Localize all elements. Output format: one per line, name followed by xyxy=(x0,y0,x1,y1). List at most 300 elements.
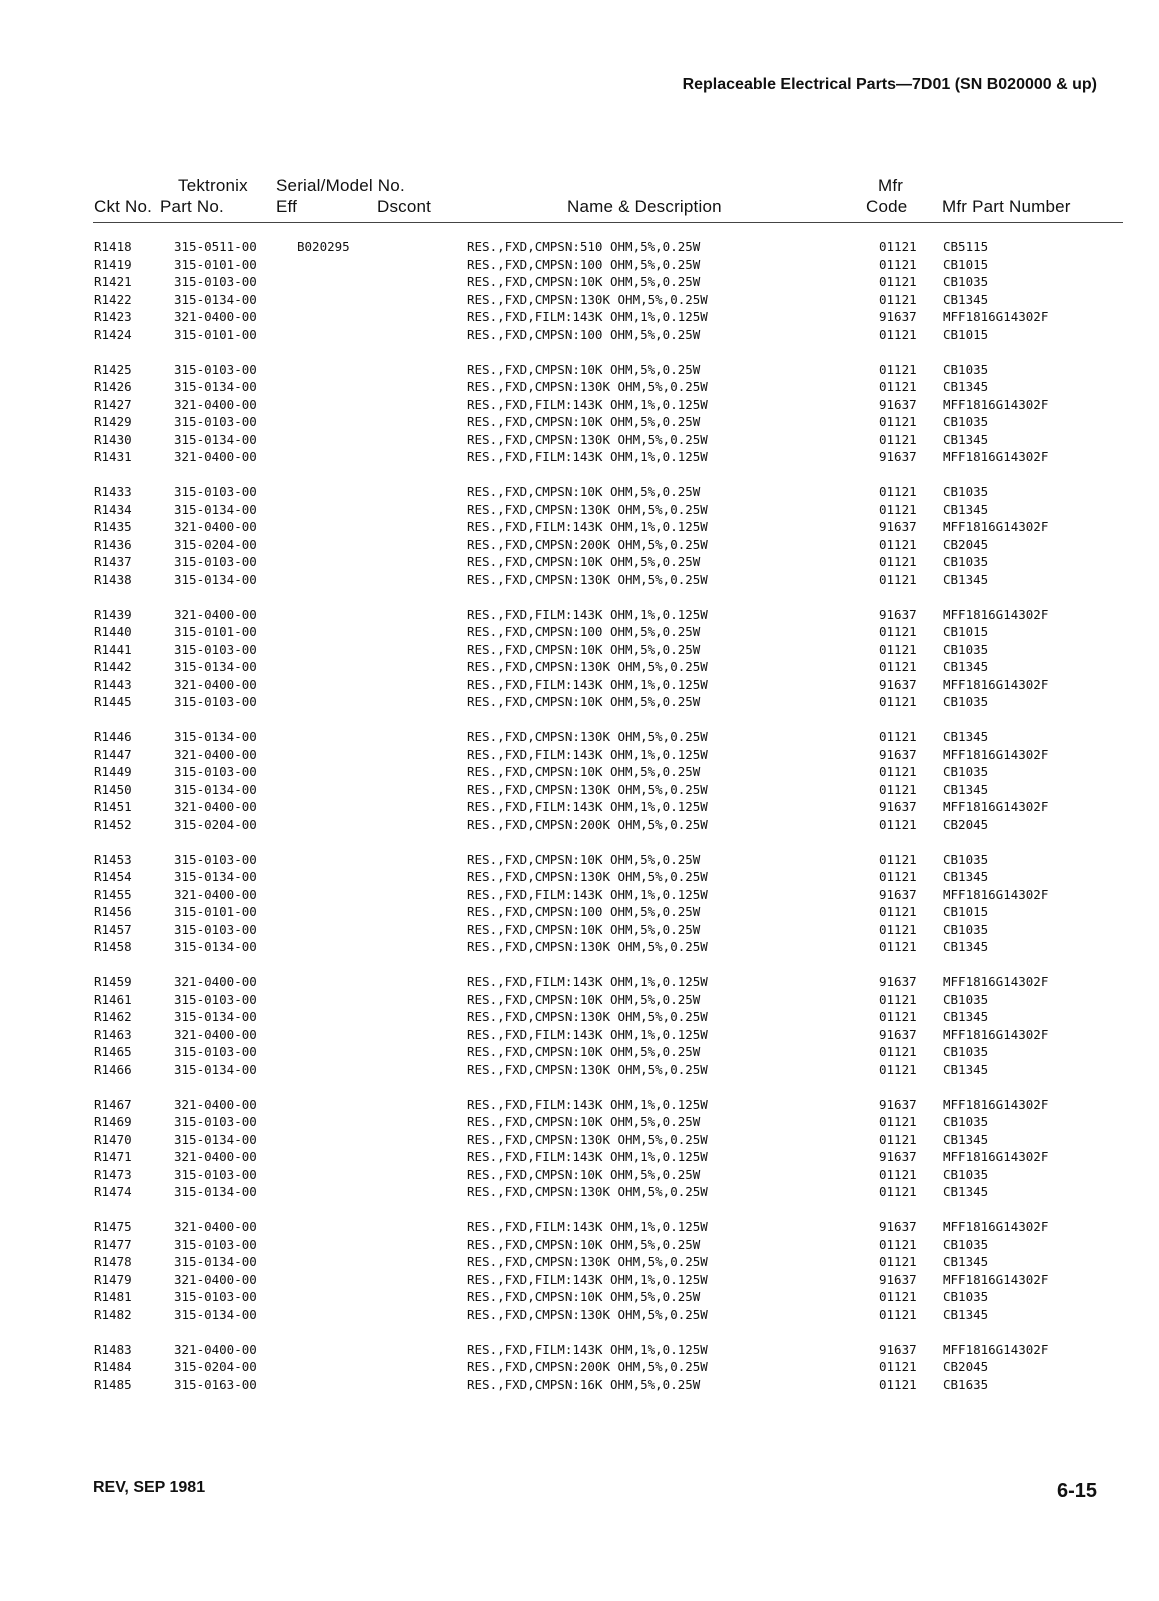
ckt-no: R1450 xyxy=(94,781,132,797)
mfr-code: 01121 xyxy=(879,1236,917,1252)
description: RES.,FXD,CMPSN:10K OHM,5%,0.25W xyxy=(467,694,701,709)
ckt-no: R1421 xyxy=(94,274,132,289)
part-no: 315-0134-00 xyxy=(174,729,257,744)
mfr-part-number: CB1015 xyxy=(943,326,989,342)
description: RES.,FXD,FILM:143K OHM,1%,0.125W xyxy=(467,1271,708,1287)
description: RES.,FXD,FILM:143K OHM,1%,0.125W xyxy=(467,396,708,412)
description: RES.,FXD,CMPSN:10K OHM,5%,0.25W xyxy=(467,361,701,377)
footer-revision: REV, SEP 1981 xyxy=(93,1479,206,1496)
mfr-part-number: MFF1816G14302F xyxy=(943,1219,1049,1234)
mfr-code: 01121 xyxy=(879,1131,917,1147)
part-no: 315-0134-00 xyxy=(174,1131,257,1147)
parts-group xyxy=(0,483,1159,588)
part-no: 315-0204-00 xyxy=(174,536,257,552)
description: RES.,FXD,CMPSN:130K OHM,5%,0.25W xyxy=(467,869,708,884)
description: RES.,FXD,FILM:143K OHM,1%,0.125W xyxy=(467,676,708,692)
mfr-part-number: CB1345 xyxy=(943,291,989,307)
mfr-part-number: MFF1816G14302F xyxy=(943,1026,1049,1042)
ckt-no: R1474 xyxy=(94,1184,132,1199)
mfr-part-number: MFF1816G14302F xyxy=(943,1341,1049,1357)
mfr-part-number: CB1345 xyxy=(943,1131,989,1147)
ckt-no: R1446 xyxy=(94,729,132,744)
part-no: 315-0134-00 xyxy=(174,1306,257,1322)
mfr-part-number: MFF1816G14302F xyxy=(943,1096,1049,1112)
description: RES.,FXD,FILM:143K OHM,1%,0.125W xyxy=(467,746,708,762)
mfr-code: 91637 xyxy=(879,1096,917,1112)
mfr-code: 01121 xyxy=(879,431,917,447)
table-row xyxy=(0,1341,1159,1359)
description: RES.,FXD,FILM:143K OHM,1%,0.125W xyxy=(467,1026,708,1042)
col-serial-model-label: Serial/Model No. xyxy=(276,176,405,195)
mfr-part-number: CB1345 xyxy=(943,1009,989,1024)
mfr-part-number: MFF1816G14302F xyxy=(943,746,1049,762)
table-row xyxy=(0,1113,1159,1131)
description: RES.,FXD,FILM:143K OHM,1%,0.125W xyxy=(467,974,708,989)
ckt-no: R1438 xyxy=(94,571,132,587)
mfr-part-number: MFF1816G14302F xyxy=(943,396,1049,412)
mfr-part-number: CB1345 xyxy=(943,939,989,954)
mfr-code: 91637 xyxy=(879,309,917,324)
table-row xyxy=(0,763,1159,781)
table-row xyxy=(0,413,1159,431)
table-row xyxy=(0,693,1159,711)
table-row xyxy=(0,1306,1159,1324)
mfr-code: 91637 xyxy=(879,676,917,692)
description: RES.,FXD,CMPSN:100 OHM,5%,0.25W xyxy=(467,326,701,342)
page-header-title: Replaceable Electrical Parts—7D01 (SN B020000 & up) xyxy=(682,76,1097,93)
part-no: 315-0134-00 xyxy=(174,781,257,797)
mfr-code: 01121 xyxy=(879,624,917,639)
mfr-code: 01121 xyxy=(879,939,917,954)
table-row xyxy=(0,326,1159,344)
ckt-no: R1418 xyxy=(94,239,132,254)
description: RES.,FXD,FILM:143K OHM,1%,0.125W xyxy=(467,1149,708,1164)
ckt-no: R1473 xyxy=(94,1166,132,1182)
ckt-no: R1439 xyxy=(94,606,132,622)
mfr-code: 01121 xyxy=(879,694,917,709)
table-row xyxy=(0,448,1159,466)
ckt-no: R1441 xyxy=(94,641,132,657)
header-divider xyxy=(93,222,1123,223)
part-no: 321-0400-00 xyxy=(174,799,257,814)
mfr-code: 91637 xyxy=(879,886,917,902)
description: RES.,FXD,CMPSN:130K OHM,5%,0.25W xyxy=(467,1131,708,1147)
mfr-part-number: CB1035 xyxy=(943,921,989,937)
table-row xyxy=(0,1271,1159,1289)
mfr-part-number: CB2045 xyxy=(943,536,989,552)
part-no: 315-0101-00 xyxy=(174,326,257,342)
part-no: 315-0103-00 xyxy=(174,641,257,657)
description: RES.,FXD,CMPSN:100 OHM,5%,0.25W xyxy=(467,256,701,272)
mfr-part-number: CB1035 xyxy=(943,764,989,779)
description: RES.,FXD,CMPSN:10K OHM,5%,0.25W xyxy=(467,1044,701,1059)
mfr-code: 01121 xyxy=(879,1254,917,1269)
ckt-no: R1466 xyxy=(94,1061,132,1077)
ckt-no: R1422 xyxy=(94,291,132,307)
ckt-no: R1463 xyxy=(94,1026,132,1042)
mfr-code: 01121 xyxy=(879,361,917,377)
mfr-code: 01121 xyxy=(879,501,917,517)
mfr-part-number: CB1035 xyxy=(943,414,989,429)
description: RES.,FXD,CMPSN:200K OHM,5%,0.25W xyxy=(467,816,708,832)
ckt-no: R1419 xyxy=(94,256,132,272)
description: RES.,FXD,FILM:143K OHM,1%,0.125W xyxy=(467,309,708,324)
mfr-part-number: CB1035 xyxy=(943,484,989,499)
page-number: 6-15 xyxy=(1056,1480,1097,1502)
part-no: 315-0103-00 xyxy=(174,851,257,867)
parts-group xyxy=(0,851,1159,956)
mfr-code: 01121 xyxy=(879,1166,917,1182)
table-row xyxy=(0,1358,1159,1376)
description: RES.,FXD,CMPSN:510 OHM,5%,0.25W xyxy=(467,239,701,254)
mfr-part-number: CB1035 xyxy=(943,274,989,289)
part-no: 315-0103-00 xyxy=(174,1166,257,1182)
description: RES.,FXD,FILM:143K OHM,1%,0.125W xyxy=(467,1219,708,1234)
mfr-part-number: CB1345 xyxy=(943,501,989,517)
mfr-code: 01121 xyxy=(879,729,917,744)
mfr-part-number: CB1035 xyxy=(943,1236,989,1252)
description: RES.,FXD,CMPSN:130K OHM,5%,0.25W xyxy=(467,501,708,517)
ckt-no: R1424 xyxy=(94,326,132,342)
table-row xyxy=(0,623,1159,641)
part-no: 321-0400-00 xyxy=(174,1341,257,1357)
mfr-code: 01121 xyxy=(879,1044,917,1059)
ckt-no: R1455 xyxy=(94,886,132,902)
table-row xyxy=(0,308,1159,326)
table-row xyxy=(0,1008,1159,1026)
table-row xyxy=(0,1236,1159,1254)
part-no: 321-0400-00 xyxy=(174,1219,257,1234)
description: RES.,FXD,CMPSN:10K OHM,5%,0.25W xyxy=(467,851,701,867)
table-row xyxy=(0,641,1159,659)
ckt-no: R1479 xyxy=(94,1271,132,1287)
table-row xyxy=(0,1253,1159,1271)
parts-group xyxy=(0,1341,1159,1394)
ckt-no: R1431 xyxy=(94,449,132,464)
ckt-no: R1440 xyxy=(94,624,132,639)
part-no: 315-0134-00 xyxy=(174,1184,257,1199)
mfr-code: 01121 xyxy=(879,1306,917,1322)
mfr-code: 01121 xyxy=(879,1289,917,1304)
parts-group xyxy=(0,728,1159,833)
mfr-code: 01121 xyxy=(879,414,917,429)
description: RES.,FXD,CMPSN:16K OHM,5%,0.25W xyxy=(467,1376,701,1392)
table-row xyxy=(0,1131,1159,1149)
part-no: 321-0400-00 xyxy=(174,606,257,622)
table-row xyxy=(0,1218,1159,1236)
part-no: 315-0134-00 xyxy=(174,291,257,307)
col-eff: Eff xyxy=(276,197,298,216)
ckt-no: R1475 xyxy=(94,1219,132,1234)
table-row xyxy=(0,396,1159,414)
mfr-code: 01121 xyxy=(879,239,917,254)
description: RES.,FXD,CMPSN:10K OHM,5%,0.25W xyxy=(467,1166,701,1182)
mfr-part-number: CB1345 xyxy=(943,1061,989,1077)
description: RES.,FXD,CMPSN:200K OHM,5%,0.25W xyxy=(467,536,708,552)
ckt-no: R1435 xyxy=(94,519,132,534)
ckt-no: R1457 xyxy=(94,921,132,937)
ckt-no: R1459 xyxy=(94,974,132,989)
description: RES.,FXD,CMPSN:10K OHM,5%,0.25W xyxy=(467,921,701,937)
part-no: 315-0134-00 xyxy=(174,939,257,954)
mfr-code: 01121 xyxy=(879,1114,917,1129)
mfr-part-number: CB1035 xyxy=(943,851,989,867)
mfr-part-number: CB1035 xyxy=(943,554,989,569)
part-no: 315-0103-00 xyxy=(174,694,257,709)
table-row xyxy=(0,991,1159,1009)
table-row xyxy=(0,238,1159,256)
mfr-part-number: CB1345 xyxy=(943,781,989,797)
description: RES.,FXD,FILM:143K OHM,1%,0.125W xyxy=(467,886,708,902)
mfr-part-number: CB1345 xyxy=(943,379,989,394)
description: RES.,FXD,CMPSN:130K OHM,5%,0.25W xyxy=(467,1009,708,1024)
ckt-no: R1462 xyxy=(94,1009,132,1024)
mfr-part-number: MFF1816G14302F xyxy=(943,676,1049,692)
mfr-part-number: CB1635 xyxy=(943,1376,989,1392)
mfr-code: 01121 xyxy=(879,991,917,1007)
mfr-code: 91637 xyxy=(879,1271,917,1287)
ckt-no: R1445 xyxy=(94,694,132,709)
parts-group xyxy=(0,361,1159,466)
mfr-part-number: CB1035 xyxy=(943,641,989,657)
table-row xyxy=(0,1148,1159,1166)
ckt-no: R1449 xyxy=(94,764,132,779)
description: RES.,FXD,CMPSN:130K OHM,5%,0.25W xyxy=(467,571,708,587)
col-ckt-no: Ckt No. xyxy=(94,197,153,216)
table-row xyxy=(0,606,1159,624)
part-no: 315-0134-00 xyxy=(174,869,257,884)
mfr-code: 01121 xyxy=(879,256,917,272)
parts-group xyxy=(0,1218,1159,1323)
mfr-code: 01121 xyxy=(879,291,917,307)
mfr-part-number: MFF1816G14302F xyxy=(943,519,1049,534)
description: RES.,FXD,CMPSN:10K OHM,5%,0.25W xyxy=(467,554,701,569)
description: RES.,FXD,CMPSN:130K OHM,5%,0.25W xyxy=(467,1061,708,1077)
mfr-part-number: CB1345 xyxy=(943,1184,989,1199)
ckt-no: R1423 xyxy=(94,309,132,324)
mfr-part-number: CB1345 xyxy=(943,659,989,674)
description: RES.,FXD,CMPSN:130K OHM,5%,0.25W xyxy=(467,939,708,954)
table-row xyxy=(0,728,1159,746)
part-no: 315-0103-00 xyxy=(174,554,257,569)
ckt-no: R1447 xyxy=(94,746,132,762)
mfr-code: 91637 xyxy=(879,1341,917,1357)
mfr-part-number: MFF1816G14302F xyxy=(943,1271,1049,1287)
table-row xyxy=(0,816,1159,834)
table-row xyxy=(0,781,1159,799)
mfr-part-number: CB1035 xyxy=(943,1166,989,1182)
mfr-code: 01121 xyxy=(879,379,917,394)
table-row xyxy=(0,1376,1159,1394)
part-no: 315-0163-00 xyxy=(174,1376,257,1392)
parts-group xyxy=(0,238,1159,343)
mfr-part-number: CB1345 xyxy=(943,1254,989,1269)
part-no: 315-0204-00 xyxy=(174,1359,257,1374)
description: RES.,FXD,CMPSN:100 OHM,5%,0.25W xyxy=(467,904,701,919)
table-row xyxy=(0,483,1159,501)
mfr-code: 91637 xyxy=(879,746,917,762)
col-name-description: Name & Description xyxy=(567,197,722,216)
serial-eff: B020295 xyxy=(297,239,350,254)
parts-group xyxy=(0,606,1159,711)
table-row xyxy=(0,1026,1159,1044)
part-no: 321-0400-00 xyxy=(174,1026,257,1042)
description: RES.,FXD,FILM:143K OHM,1%,0.125W xyxy=(467,519,708,534)
ckt-no: R1442 xyxy=(94,659,132,674)
part-no: 315-0103-00 xyxy=(174,1114,257,1129)
ckt-no: R1470 xyxy=(94,1131,132,1147)
ckt-no: R1443 xyxy=(94,676,132,692)
mfr-part-number: CB2045 xyxy=(943,1359,989,1374)
part-no: 315-0103-00 xyxy=(174,484,257,499)
table-row xyxy=(0,886,1159,904)
mfr-code: 01121 xyxy=(879,1376,917,1392)
part-no: 315-0103-00 xyxy=(174,1044,257,1059)
ckt-no: R1429 xyxy=(94,414,132,429)
table-row xyxy=(0,536,1159,554)
mfr-part-number: CB1035 xyxy=(943,1114,989,1129)
mfr-code: 01121 xyxy=(879,1184,917,1199)
part-no: 315-0103-00 xyxy=(174,1289,257,1304)
ckt-no: R1453 xyxy=(94,851,132,867)
mfr-part-number: CB1035 xyxy=(943,1044,989,1059)
col-mfr-code: Code xyxy=(866,197,908,216)
description: RES.,FXD,CMPSN:100 OHM,5%,0.25W xyxy=(467,624,701,639)
table-row xyxy=(0,868,1159,886)
mfr-code: 01121 xyxy=(879,869,917,884)
ckt-no: R1477 xyxy=(94,1236,132,1252)
table-row xyxy=(0,746,1159,764)
part-no: 321-0400-00 xyxy=(174,886,257,902)
ckt-no: R1437 xyxy=(94,554,132,569)
description: RES.,FXD,CMPSN:130K OHM,5%,0.25W xyxy=(467,379,708,394)
table-row xyxy=(0,256,1159,274)
table-row xyxy=(0,1288,1159,1306)
ckt-no: R1452 xyxy=(94,816,132,832)
ckt-no: R1482 xyxy=(94,1306,132,1322)
mfr-part-number: CB1345 xyxy=(943,869,989,884)
table-row xyxy=(0,571,1159,589)
part-no: 315-0134-00 xyxy=(174,1254,257,1269)
ckt-no: R1425 xyxy=(94,361,132,377)
table-row xyxy=(0,553,1159,571)
table-row xyxy=(0,1166,1159,1184)
ckt-no: R1465 xyxy=(94,1044,132,1059)
description: RES.,FXD,CMPSN:10K OHM,5%,0.25W xyxy=(467,414,701,429)
part-no: 321-0400-00 xyxy=(174,449,257,464)
part-no: 315-0103-00 xyxy=(174,764,257,779)
ckt-no: R1456 xyxy=(94,904,132,919)
part-no: 315-0103-00 xyxy=(174,1236,257,1252)
mfr-code: 01121 xyxy=(879,1009,917,1024)
ckt-no: R1458 xyxy=(94,939,132,954)
col-mfr-part-number: Mfr Part Number xyxy=(942,197,1071,216)
table-row xyxy=(0,273,1159,291)
mfr-part-number: MFF1816G14302F xyxy=(943,449,1049,464)
mfr-code: 01121 xyxy=(879,536,917,552)
mfr-part-number: CB1035 xyxy=(943,361,989,377)
part-no: 315-0101-00 xyxy=(174,256,257,272)
table-row xyxy=(0,921,1159,939)
ckt-no: R1433 xyxy=(94,484,132,499)
description: RES.,FXD,CMPSN:10K OHM,5%,0.25W xyxy=(467,641,701,657)
part-no: 321-0400-00 xyxy=(174,519,257,534)
mfr-code: 01121 xyxy=(879,1061,917,1077)
part-no: 315-0134-00 xyxy=(174,379,257,394)
mfr-part-number: CB1345 xyxy=(943,571,989,587)
description: RES.,FXD,CMPSN:130K OHM,5%,0.25W xyxy=(467,291,708,307)
mfr-code: 01121 xyxy=(879,816,917,832)
description: RES.,FXD,CMPSN:10K OHM,5%,0.25W xyxy=(467,274,701,289)
col-part-no: Part No. xyxy=(160,197,224,216)
col-dscont: Dscont xyxy=(377,197,432,216)
mfr-part-number: MFF1816G14302F xyxy=(943,886,1049,902)
description: RES.,FXD,CMPSN:10K OHM,5%,0.25W xyxy=(467,1236,701,1252)
ckt-no: R1430 xyxy=(94,431,132,447)
table-row xyxy=(0,903,1159,921)
description: RES.,FXD,FILM:143K OHM,1%,0.125W xyxy=(467,799,708,814)
col-mfr-label: Mfr xyxy=(878,176,904,195)
mfr-code: 01121 xyxy=(879,1359,917,1374)
part-no: 315-0103-00 xyxy=(174,414,257,429)
mfr-code: 01121 xyxy=(879,641,917,657)
mfr-part-number: CB5115 xyxy=(943,239,989,254)
description: RES.,FXD,CMPSN:130K OHM,5%,0.25W xyxy=(467,729,708,744)
table-row xyxy=(0,501,1159,519)
part-no: 315-0134-00 xyxy=(174,501,257,517)
mfr-code: 91637 xyxy=(879,449,917,464)
ckt-no: R1451 xyxy=(94,799,132,814)
part-no: 315-0134-00 xyxy=(174,659,257,674)
table-row xyxy=(0,291,1159,309)
ckt-no: R1483 xyxy=(94,1341,132,1357)
table-row xyxy=(0,851,1159,869)
description: RES.,FXD,CMPSN:10K OHM,5%,0.25W xyxy=(467,764,701,779)
ckt-no: R1454 xyxy=(94,869,132,884)
mfr-code: 01121 xyxy=(879,659,917,674)
ckt-no: R1427 xyxy=(94,396,132,412)
description: RES.,FXD,CMPSN:10K OHM,5%,0.25W xyxy=(467,1289,701,1304)
mfr-part-number: CB1015 xyxy=(943,904,989,919)
part-no: 315-0134-00 xyxy=(174,1009,257,1024)
mfr-code: 01121 xyxy=(879,571,917,587)
table-row xyxy=(0,431,1159,449)
parts-group xyxy=(0,1096,1159,1201)
mfr-code: 91637 xyxy=(879,1026,917,1042)
ckt-no: R1484 xyxy=(94,1359,132,1374)
ckt-no: R1434 xyxy=(94,501,132,517)
mfr-part-number: MFF1816G14302F xyxy=(943,1149,1049,1164)
part-no: 321-0400-00 xyxy=(174,1096,257,1112)
description: RES.,FXD,CMPSN:130K OHM,5%,0.25W xyxy=(467,1184,708,1199)
mfr-part-number: CB1035 xyxy=(943,991,989,1007)
mfr-code: 01121 xyxy=(879,484,917,499)
part-no: 315-0101-00 xyxy=(174,624,257,639)
description: RES.,FXD,CMPSN:130K OHM,5%,0.25W xyxy=(467,1306,708,1322)
mfr-part-number: CB1015 xyxy=(943,256,989,272)
table-row xyxy=(0,378,1159,396)
part-no: 315-0134-00 xyxy=(174,571,257,587)
table-row xyxy=(0,518,1159,536)
part-no: 315-0134-00 xyxy=(174,1061,257,1077)
table-row xyxy=(0,798,1159,816)
ckt-no: R1469 xyxy=(94,1114,132,1129)
ckt-no: R1467 xyxy=(94,1096,132,1112)
ckt-no: R1426 xyxy=(94,379,132,394)
description: RES.,FXD,CMPSN:130K OHM,5%,0.25W xyxy=(467,1254,708,1269)
table-row xyxy=(0,658,1159,676)
mfr-part-number: CB1035 xyxy=(943,1289,989,1304)
